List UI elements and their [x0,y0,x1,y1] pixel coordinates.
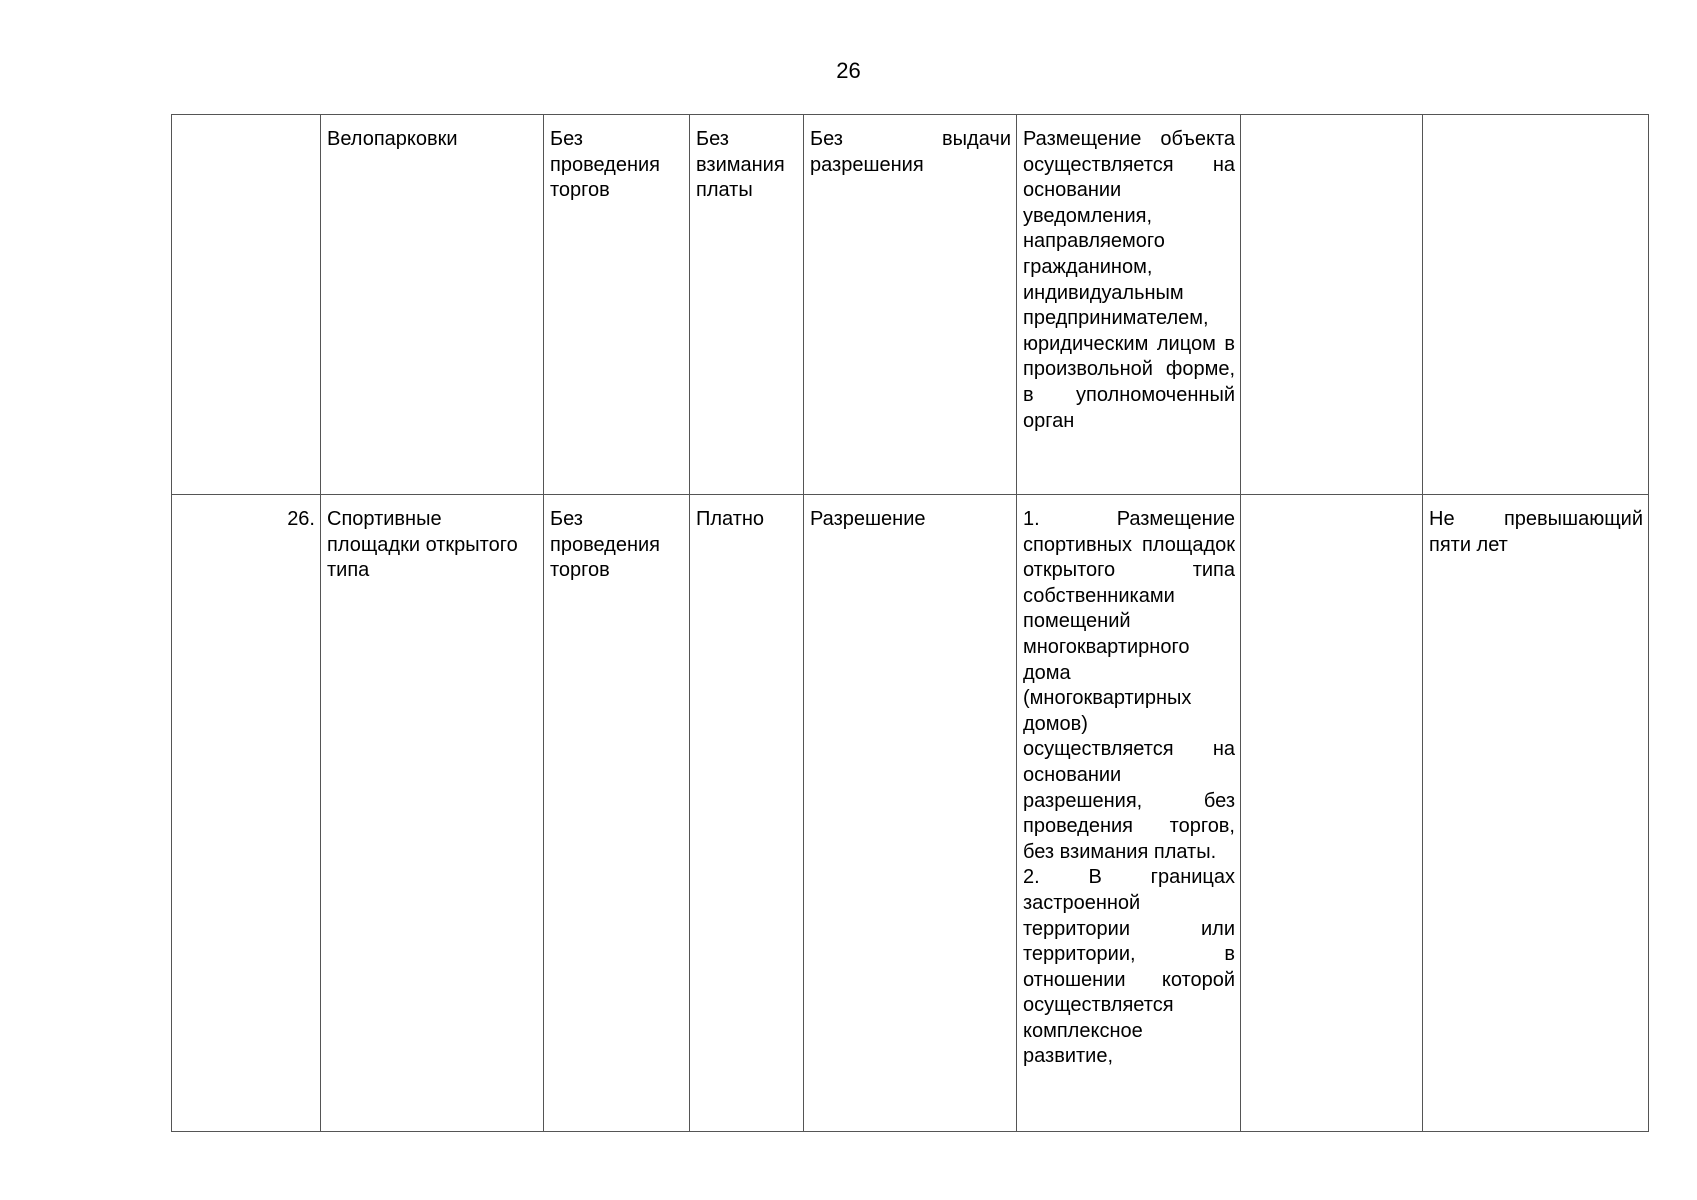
table-row [172,115,1649,495]
condition-paragraph: 1. Размещение спортивных площадок открытого типа собственниками помещений многоквартирного дома (многоквартирных домов) осуществляется на основании разрешения, без проведения торгов, без взимания платы. [1023,508,1235,863]
page-number: 26 [836,58,861,83]
payment-cell: Платно [690,495,804,1132]
permit-cell: Разрешение [804,495,1017,1132]
condition-paragraph: 2. В границах застроенной территории или территории, в отношении которой осуществляется комплексное развитие, [1023,866,1235,1068]
conditions-cell [1017,115,1241,495]
row-number-cell [172,115,321,495]
regulation-table [171,114,1649,1132]
empty-cell [1241,495,1423,1132]
term-cell: Не превышающий пяти лет [1423,495,1649,1132]
procedure-cell: Без проведения торгов [544,115,690,495]
table-row [172,495,1649,1132]
payment-cell: Без взимания платы [690,115,804,495]
empty-cell [1241,115,1423,495]
object-type-cell: Спортивные площадки открытого типа [321,495,544,1132]
term-cell [1423,115,1649,495]
row-number-cell: 26. [172,495,321,1132]
permit-cell: Без выдачи разрешения [804,115,1017,495]
condition-paragraph: Размещение объекта осуществляется на основании уведомления, направляемого гражданином, индивидуальным предпринимателем, юридическим лицом в произвольной форме, в уполномоченный орган [1023,128,1235,432]
conditions-cell [1017,495,1241,1132]
object-type-cell: Велопарковки [321,115,544,495]
procedure-cell: Без проведения торгов [544,495,690,1132]
